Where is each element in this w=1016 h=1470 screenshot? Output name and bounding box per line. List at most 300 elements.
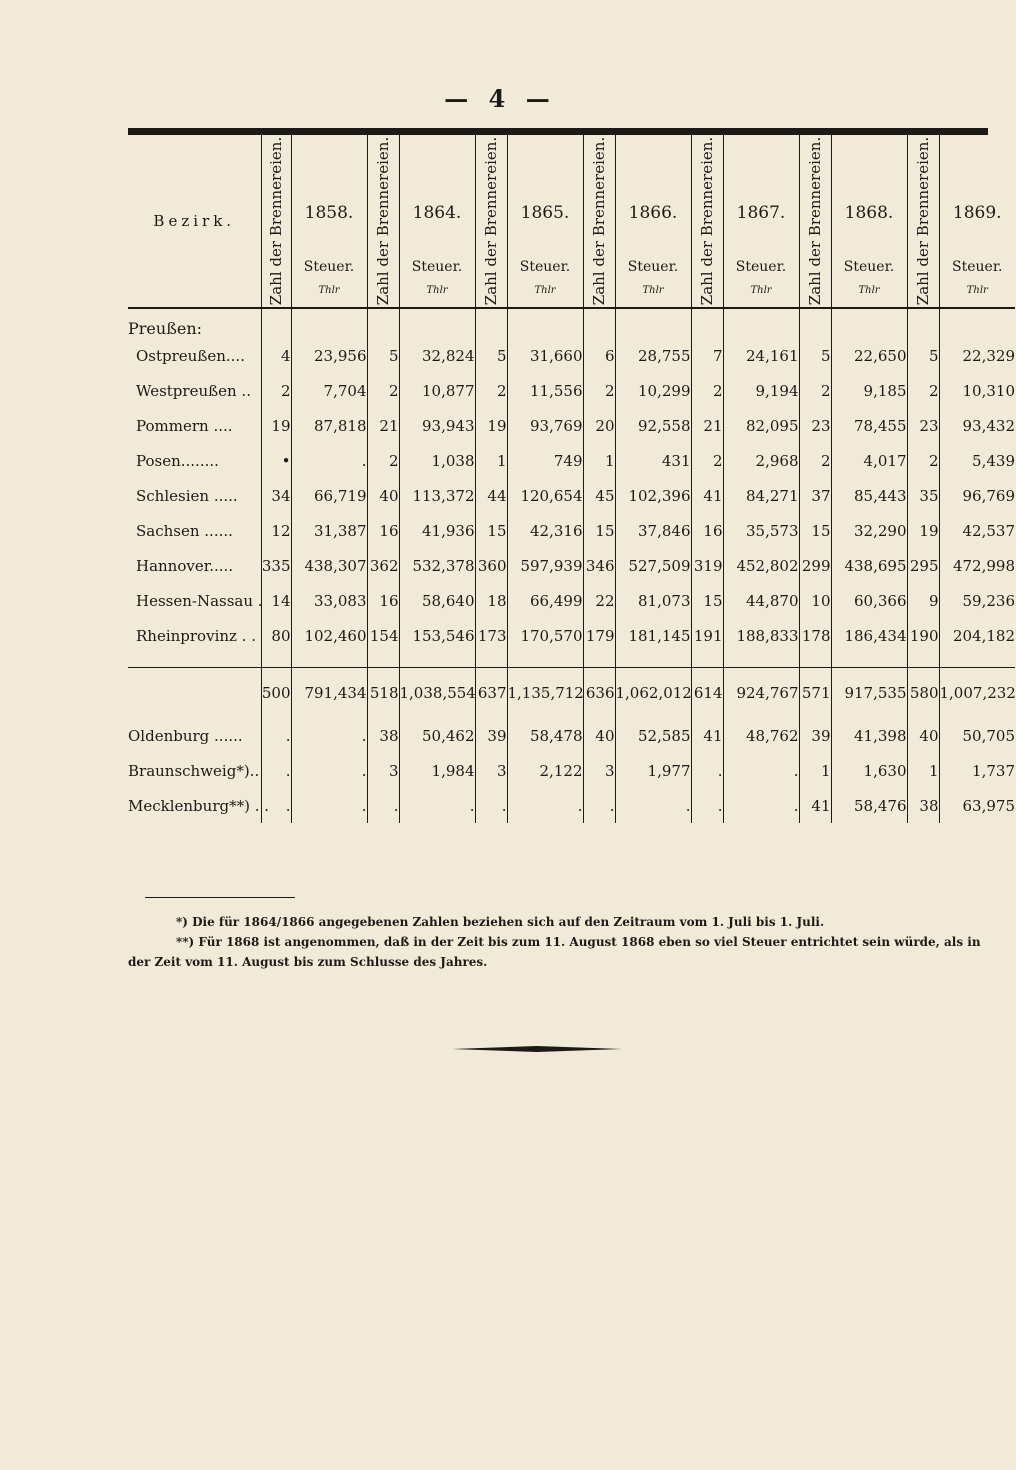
table-row-other — [128, 753, 1015, 788]
tax-cell: 1,737 — [972, 761, 1015, 780]
count-cell: 19 — [261, 408, 291, 443]
table-row-other — [128, 788, 1015, 823]
row-label: Braunschweig*).. — [128, 761, 260, 780]
tax-label: Steuer. — [952, 259, 1003, 275]
table-row-other — [128, 718, 1015, 753]
tax-cell: 9,185 — [863, 381, 907, 400]
count-cell: 1 — [907, 753, 939, 788]
total-label — [128, 668, 261, 719]
count-cell: 5 — [367, 338, 399, 373]
tax-cell: 5,439 — [972, 451, 1015, 470]
tax-cell: 532,378 — [412, 556, 475, 575]
count-cell: . — [475, 788, 507, 823]
count-cell: 41 — [691, 718, 723, 753]
row-label: Schlesien ..... — [136, 486, 238, 505]
count-cell: 178 — [799, 618, 831, 653]
tax-cell: 31,660 — [530, 346, 583, 365]
count-cell: 14 — [261, 583, 291, 618]
count-cell: 21 — [691, 408, 723, 443]
tax-label: Steuer. — [735, 259, 787, 275]
count-cell: 190 — [907, 618, 939, 653]
row-label: Ostpreußen.... — [136, 346, 245, 365]
count-cell: 80 — [261, 618, 291, 653]
count-cell: 40 — [907, 718, 939, 753]
tax-cell: 188,833 — [736, 626, 799, 645]
table-row — [128, 478, 1015, 513]
count-cell: 15 — [691, 583, 723, 618]
tax-cell: 22,329 — [962, 346, 1015, 365]
tax-cell: 60,366 — [854, 591, 907, 610]
tax-cell: 82,095 — [746, 416, 799, 435]
count-cell: 173 — [475, 618, 507, 653]
tax-cell: 42,537 — [962, 521, 1015, 540]
count-cell: 39 — [475, 718, 507, 753]
count-cell: 5 — [799, 338, 831, 373]
count-cell: 2 — [907, 373, 939, 408]
count-cell: . — [261, 753, 291, 788]
tax-cell: 153,546 — [412, 626, 475, 645]
unit-label: Thlr — [966, 285, 988, 296]
total-count-cell: 637 — [475, 668, 507, 719]
count-header-label: Zahl der Brennereien. — [698, 136, 716, 306]
table-row — [128, 408, 1015, 443]
tax-header-box — [508, 135, 583, 307]
tax-cell: . — [685, 796, 691, 815]
footnote-second: **) Für 1868 ist angenommen, daß in der Zeit bis zum 11. August 1868 eben so viel Steuer entrichtet sein würde, als in der Zeit vom 11. August bis zum Schlusse des Jahres. — [128, 935, 981, 969]
spacer-cell — [367, 653, 399, 668]
count-cell: 12 — [261, 513, 291, 548]
count-cell: 23 — [907, 408, 939, 443]
count-header-2 — [475, 135, 507, 308]
count-header-6 — [907, 135, 939, 308]
count-cell: 40 — [367, 478, 399, 513]
tax-cell: 66,499 — [530, 591, 583, 610]
count-cell: 5 — [475, 338, 507, 373]
year-label: 1866. — [628, 203, 678, 223]
count-cell-empty — [799, 308, 831, 338]
total-tax-cell: 1,038,554 — [399, 668, 475, 719]
spacer-cell — [128, 653, 261, 668]
spacer-cell — [615, 653, 691, 668]
tax-cell: 1,038 — [431, 451, 475, 470]
tax-cell: 35,573 — [746, 521, 799, 540]
tax-cell: 37,846 — [638, 521, 691, 540]
count-cell: 2 — [799, 443, 831, 478]
tax-cell: 22,650 — [854, 346, 907, 365]
tax-cell: 78,455 — [854, 416, 907, 435]
count-cell: 2 — [691, 443, 723, 478]
count-cell: 7 — [691, 338, 723, 373]
tax-header-box — [400, 135, 475, 307]
tax-cell: . — [793, 796, 799, 815]
table-row — [128, 373, 1015, 408]
count-cell: 19 — [907, 513, 939, 548]
count-cell: 38 — [367, 718, 399, 753]
count-cell: 2 — [799, 373, 831, 408]
tax-cell: 186,434 — [844, 626, 907, 645]
year-label: 1868. — [844, 203, 894, 223]
count-header-label: Zahl der Brennereien. — [267, 136, 285, 306]
tax-cell: 2,122 — [539, 761, 583, 780]
tax-header-4 — [723, 135, 799, 308]
count-cell: 2 — [367, 373, 399, 408]
year-label: 1858. — [304, 203, 354, 223]
tax-cell: 431 — [661, 451, 691, 470]
tax-cell-empty — [615, 308, 691, 338]
count-cell: 5 — [907, 338, 939, 373]
tax-cell-empty — [291, 308, 367, 338]
total-count-cell: 571 — [799, 668, 831, 719]
tax-cell: . — [793, 761, 799, 780]
tax-cell: 58,478 — [530, 726, 583, 745]
tax-header-3 — [615, 135, 691, 308]
row-label: Hessen-Nassau . — [136, 591, 263, 610]
total-tax-cell: 924,767 — [723, 668, 799, 719]
spacer-cell — [475, 653, 507, 668]
tax-cell: 7,704 — [323, 381, 367, 400]
year-label: 1865. — [520, 203, 570, 223]
tax-cell: 23,956 — [314, 346, 367, 365]
page-number: — 4 — — [444, 84, 556, 113]
tax-cell-empty — [939, 308, 1015, 338]
count-header-label: Zahl der Brennereien. — [374, 136, 392, 306]
count-cell: 362 — [367, 548, 399, 583]
total-tax-cell: 1,007,232 — [939, 668, 1015, 719]
spacer-cell — [723, 653, 799, 668]
ornament-rule — [452, 1046, 622, 1052]
tax-cell-empty — [831, 308, 907, 338]
tax-cell: 527,509 — [628, 556, 691, 575]
unit-label: Thlr — [534, 285, 556, 296]
unit-label: Thlr — [426, 285, 448, 296]
count-cell: . — [261, 718, 291, 753]
tax-cell: 10,299 — [638, 381, 691, 400]
count-cell: 16 — [367, 583, 399, 618]
footnotes — [128, 912, 990, 972]
count-cell: 22 — [583, 583, 615, 618]
unit-label: Thlr — [750, 285, 772, 296]
count-header-3 — [583, 135, 615, 308]
tax-header-box — [616, 135, 691, 307]
count-cell: 15 — [475, 513, 507, 548]
tax-header-box — [292, 135, 367, 307]
top-rule — [128, 128, 988, 135]
tax-cell: 48,762 — [746, 726, 799, 745]
count-header-4 — [691, 135, 723, 308]
tax-cell: 113,372 — [412, 486, 475, 505]
count-cell: 335 — [261, 548, 291, 583]
count-cell: 16 — [367, 513, 399, 548]
tax-cell: 41,936 — [422, 521, 475, 540]
count-cell: 6 — [583, 338, 615, 373]
count-cell: 41 — [691, 478, 723, 513]
tax-cell-empty — [507, 308, 583, 338]
spacer-cell — [831, 653, 907, 668]
tax-cell: 50,462 — [422, 726, 475, 745]
tax-cell: 2,968 — [755, 451, 799, 470]
tax-cell: 452,802 — [736, 556, 799, 575]
row-label: Sachsen ...... — [136, 521, 233, 540]
tax-header-0 — [291, 135, 367, 308]
count-cell-empty — [475, 308, 507, 338]
count-cell: . — [691, 788, 723, 823]
row-label: Pommern .... — [136, 416, 233, 435]
table-row — [128, 548, 1015, 583]
count-cell-empty — [691, 308, 723, 338]
tax-cell: 41,398 — [854, 726, 907, 745]
count-cell: . — [367, 788, 399, 823]
tax-cell: . — [361, 451, 367, 470]
spacer-cell — [399, 653, 475, 668]
count-cell: 44 — [475, 478, 507, 513]
row-label: Westpreußen .. — [136, 381, 251, 400]
tax-cell: 438,307 — [304, 556, 367, 575]
spacer-cell — [583, 653, 615, 668]
total-count-cell: 636 — [583, 668, 615, 719]
tax-cell: 204,182 — [952, 626, 1015, 645]
row-label: Rheinprovinz . . — [136, 626, 256, 645]
count-header-label: Zahl der Brennereien. — [482, 136, 500, 306]
tax-header-5 — [831, 135, 907, 308]
table-row — [128, 338, 1015, 373]
total-tax-cell: 1,135,712 — [507, 668, 583, 719]
count-cell: 16 — [691, 513, 723, 548]
tax-cell: 749 — [553, 451, 583, 470]
row-label: Mecklenburg**) . . — [128, 796, 270, 815]
count-cell: 21 — [367, 408, 399, 443]
count-header-label: Zahl der Brennereien. — [806, 136, 824, 306]
count-cell: 23 — [799, 408, 831, 443]
spacer-cell — [691, 653, 723, 668]
tax-cell: 52,585 — [638, 726, 691, 745]
count-cell: 18 — [475, 583, 507, 618]
table-row — [128, 443, 1015, 478]
tax-header-6 — [939, 135, 1015, 308]
count-cell: 15 — [583, 513, 615, 548]
tax-cell: 10,877 — [422, 381, 475, 400]
count-cell-empty — [583, 308, 615, 338]
table-row — [128, 618, 1015, 653]
count-cell: 2 — [261, 373, 291, 408]
tax-cell: 120,654 — [520, 486, 583, 505]
footnote-rule — [145, 897, 295, 898]
count-cell: . — [691, 753, 723, 788]
count-header-label: Zahl der Brennereien. — [590, 136, 608, 306]
count-cell: 41 — [799, 788, 831, 823]
count-cell: • — [261, 443, 291, 478]
count-cell: 34 — [261, 478, 291, 513]
tax-cell: . — [361, 761, 367, 780]
count-cell: 4 — [261, 338, 291, 373]
tax-cell: 33,083 — [314, 591, 367, 610]
tax-cell: . — [361, 726, 367, 745]
tax-cell: 93,432 — [962, 416, 1015, 435]
count-cell: 299 — [799, 548, 831, 583]
tax-cell: 9,194 — [755, 381, 799, 400]
tax-cell: 11,556 — [530, 381, 583, 400]
count-header-0 — [261, 135, 291, 308]
count-cell: 2 — [367, 443, 399, 478]
tax-header-box — [940, 135, 1016, 307]
count-header-5 — [799, 135, 831, 308]
unit-label: Thlr — [642, 285, 664, 296]
total-count-cell: 500 — [261, 668, 291, 719]
count-cell: . — [583, 788, 615, 823]
count-cell: 40 — [583, 718, 615, 753]
row-label: Posen........ — [136, 451, 219, 470]
count-cell: 19 — [475, 408, 507, 443]
count-cell: 1 — [583, 443, 615, 478]
tax-cell: 44,870 — [746, 591, 799, 610]
count-cell: 191 — [691, 618, 723, 653]
table-row — [128, 583, 1015, 618]
total-tax-cell: 917,535 — [831, 668, 907, 719]
tax-cell: 42,316 — [530, 521, 583, 540]
count-cell: 3 — [367, 753, 399, 788]
count-cell-empty — [367, 308, 399, 338]
count-cell: 35 — [907, 478, 939, 513]
row-label: Oldenburg ...... — [128, 726, 243, 745]
district-header: Bezirk. — [128, 135, 261, 308]
tax-cell: 170,570 — [520, 626, 583, 645]
tax-cell: 96,769 — [962, 486, 1015, 505]
count-header-label: Zahl der Brennereien. — [914, 136, 932, 306]
tax-cell: 10,310 — [962, 381, 1015, 400]
spacer-cell — [291, 653, 367, 668]
count-cell: 9 — [907, 583, 939, 618]
tax-label: Steuer. — [411, 259, 463, 275]
count-header-1 — [367, 135, 399, 308]
tax-cell: 102,460 — [304, 626, 367, 645]
spacer-row — [128, 653, 1015, 668]
count-cell: 346 — [583, 548, 615, 583]
tax-cell: 1,977 — [647, 761, 691, 780]
tax-cell: 102,396 — [628, 486, 691, 505]
tax-cell: 32,824 — [422, 346, 475, 365]
count-cell: 10 — [799, 583, 831, 618]
total-count-cell: 518 — [367, 668, 399, 719]
tax-cell: 181,145 — [628, 626, 691, 645]
total-tax-cell: 791,434 — [291, 668, 367, 719]
tax-cell: 63,975 — [962, 796, 1015, 815]
count-cell-empty — [261, 308, 291, 338]
tax-label: Steuer. — [627, 259, 679, 275]
count-cell: 15 — [799, 513, 831, 548]
tax-cell-empty — [723, 308, 799, 338]
tax-cell: 58,640 — [422, 591, 475, 610]
count-cell-empty — [907, 308, 939, 338]
group-label: Preußen: — [128, 319, 203, 338]
spacer-cell — [907, 653, 939, 668]
count-cell: 2 — [475, 373, 507, 408]
tax-cell: 438,695 — [844, 556, 907, 575]
tax-cell: 1,984 — [431, 761, 475, 780]
tax-cell: 59,236 — [962, 591, 1015, 610]
spacer-cell — [507, 653, 583, 668]
tax-cell: . — [469, 796, 475, 815]
tax-cell: 28,755 — [638, 346, 691, 365]
tax-label: Steuer. — [519, 259, 571, 275]
header-row — [128, 135, 1015, 308]
group-row-prussia — [128, 308, 1015, 338]
tax-header-2 — [507, 135, 583, 308]
tax-header-box — [832, 135, 907, 307]
tax-cell: 66,719 — [314, 486, 367, 505]
total-count-cell: 580 — [907, 668, 939, 719]
tax-cell: 81,073 — [638, 591, 691, 610]
tax-cell: . — [577, 796, 583, 815]
total-tax-cell: 1,062,012 — [615, 668, 691, 719]
total-row — [128, 668, 1015, 719]
spacer-cell — [939, 653, 1015, 668]
count-cell: 1 — [475, 443, 507, 478]
tax-label: Steuer. — [303, 259, 355, 275]
count-cell: 3 — [583, 753, 615, 788]
total-count-cell: 614 — [691, 668, 723, 719]
count-cell: 37 — [799, 478, 831, 513]
tax-cell: 93,943 — [422, 416, 475, 435]
spacer-cell — [261, 653, 291, 668]
table-body — [128, 308, 1015, 823]
distillery-tax-table — [128, 135, 1015, 823]
footnote-first: *) Die für 1864/1866 angegebenen Zahlen beziehen sich auf den Zeitraum vom 1. Juli bis 1. Juli. — [176, 915, 825, 929]
count-cell: 1 — [799, 753, 831, 788]
tax-cell: 84,271 — [746, 486, 799, 505]
count-cell: 3 — [475, 753, 507, 788]
tax-cell-empty — [399, 308, 475, 338]
count-cell: . — [261, 788, 291, 823]
tax-header-1 — [399, 135, 475, 308]
year-label: 1869. — [952, 203, 1002, 223]
tax-cell: 50,705 — [962, 726, 1015, 745]
tax-cell: 85,443 — [854, 486, 907, 505]
year-label: 1864. — [412, 203, 462, 223]
count-cell: 319 — [691, 548, 723, 583]
tax-cell: 93,769 — [530, 416, 583, 435]
count-cell: 2 — [583, 373, 615, 408]
count-cell: 20 — [583, 408, 615, 443]
count-cell: 295 — [907, 548, 939, 583]
tax-label: Steuer. — [843, 259, 895, 275]
count-cell: 154 — [367, 618, 399, 653]
tax-cell: 87,818 — [314, 416, 367, 435]
year-label: 1867. — [736, 203, 786, 223]
count-cell: 45 — [583, 478, 615, 513]
count-cell: 360 — [475, 548, 507, 583]
tax-cell: . — [361, 796, 367, 815]
unit-label: Thlr — [318, 285, 340, 296]
count-cell: 38 — [907, 788, 939, 823]
unit-label: Thlr — [858, 285, 880, 296]
tax-cell: 4,017 — [863, 451, 907, 470]
count-cell: 2 — [907, 443, 939, 478]
spacer-cell — [799, 653, 831, 668]
tax-cell: 24,161 — [746, 346, 799, 365]
tax-cell: 597,939 — [520, 556, 583, 575]
tax-cell: 1,630 — [863, 761, 907, 780]
count-cell: 179 — [583, 618, 615, 653]
tax-cell: 31,387 — [314, 521, 367, 540]
table-row — [128, 513, 1015, 548]
tax-cell: 472,998 — [952, 556, 1015, 575]
row-label: Hannover..... — [136, 556, 234, 575]
count-cell: 39 — [799, 718, 831, 753]
tax-cell: 58,476 — [854, 796, 907, 815]
tax-cell: 32,290 — [854, 521, 907, 540]
tax-cell: 92,558 — [638, 416, 691, 435]
count-cell: 2 — [691, 373, 723, 408]
tax-header-box — [724, 135, 799, 307]
